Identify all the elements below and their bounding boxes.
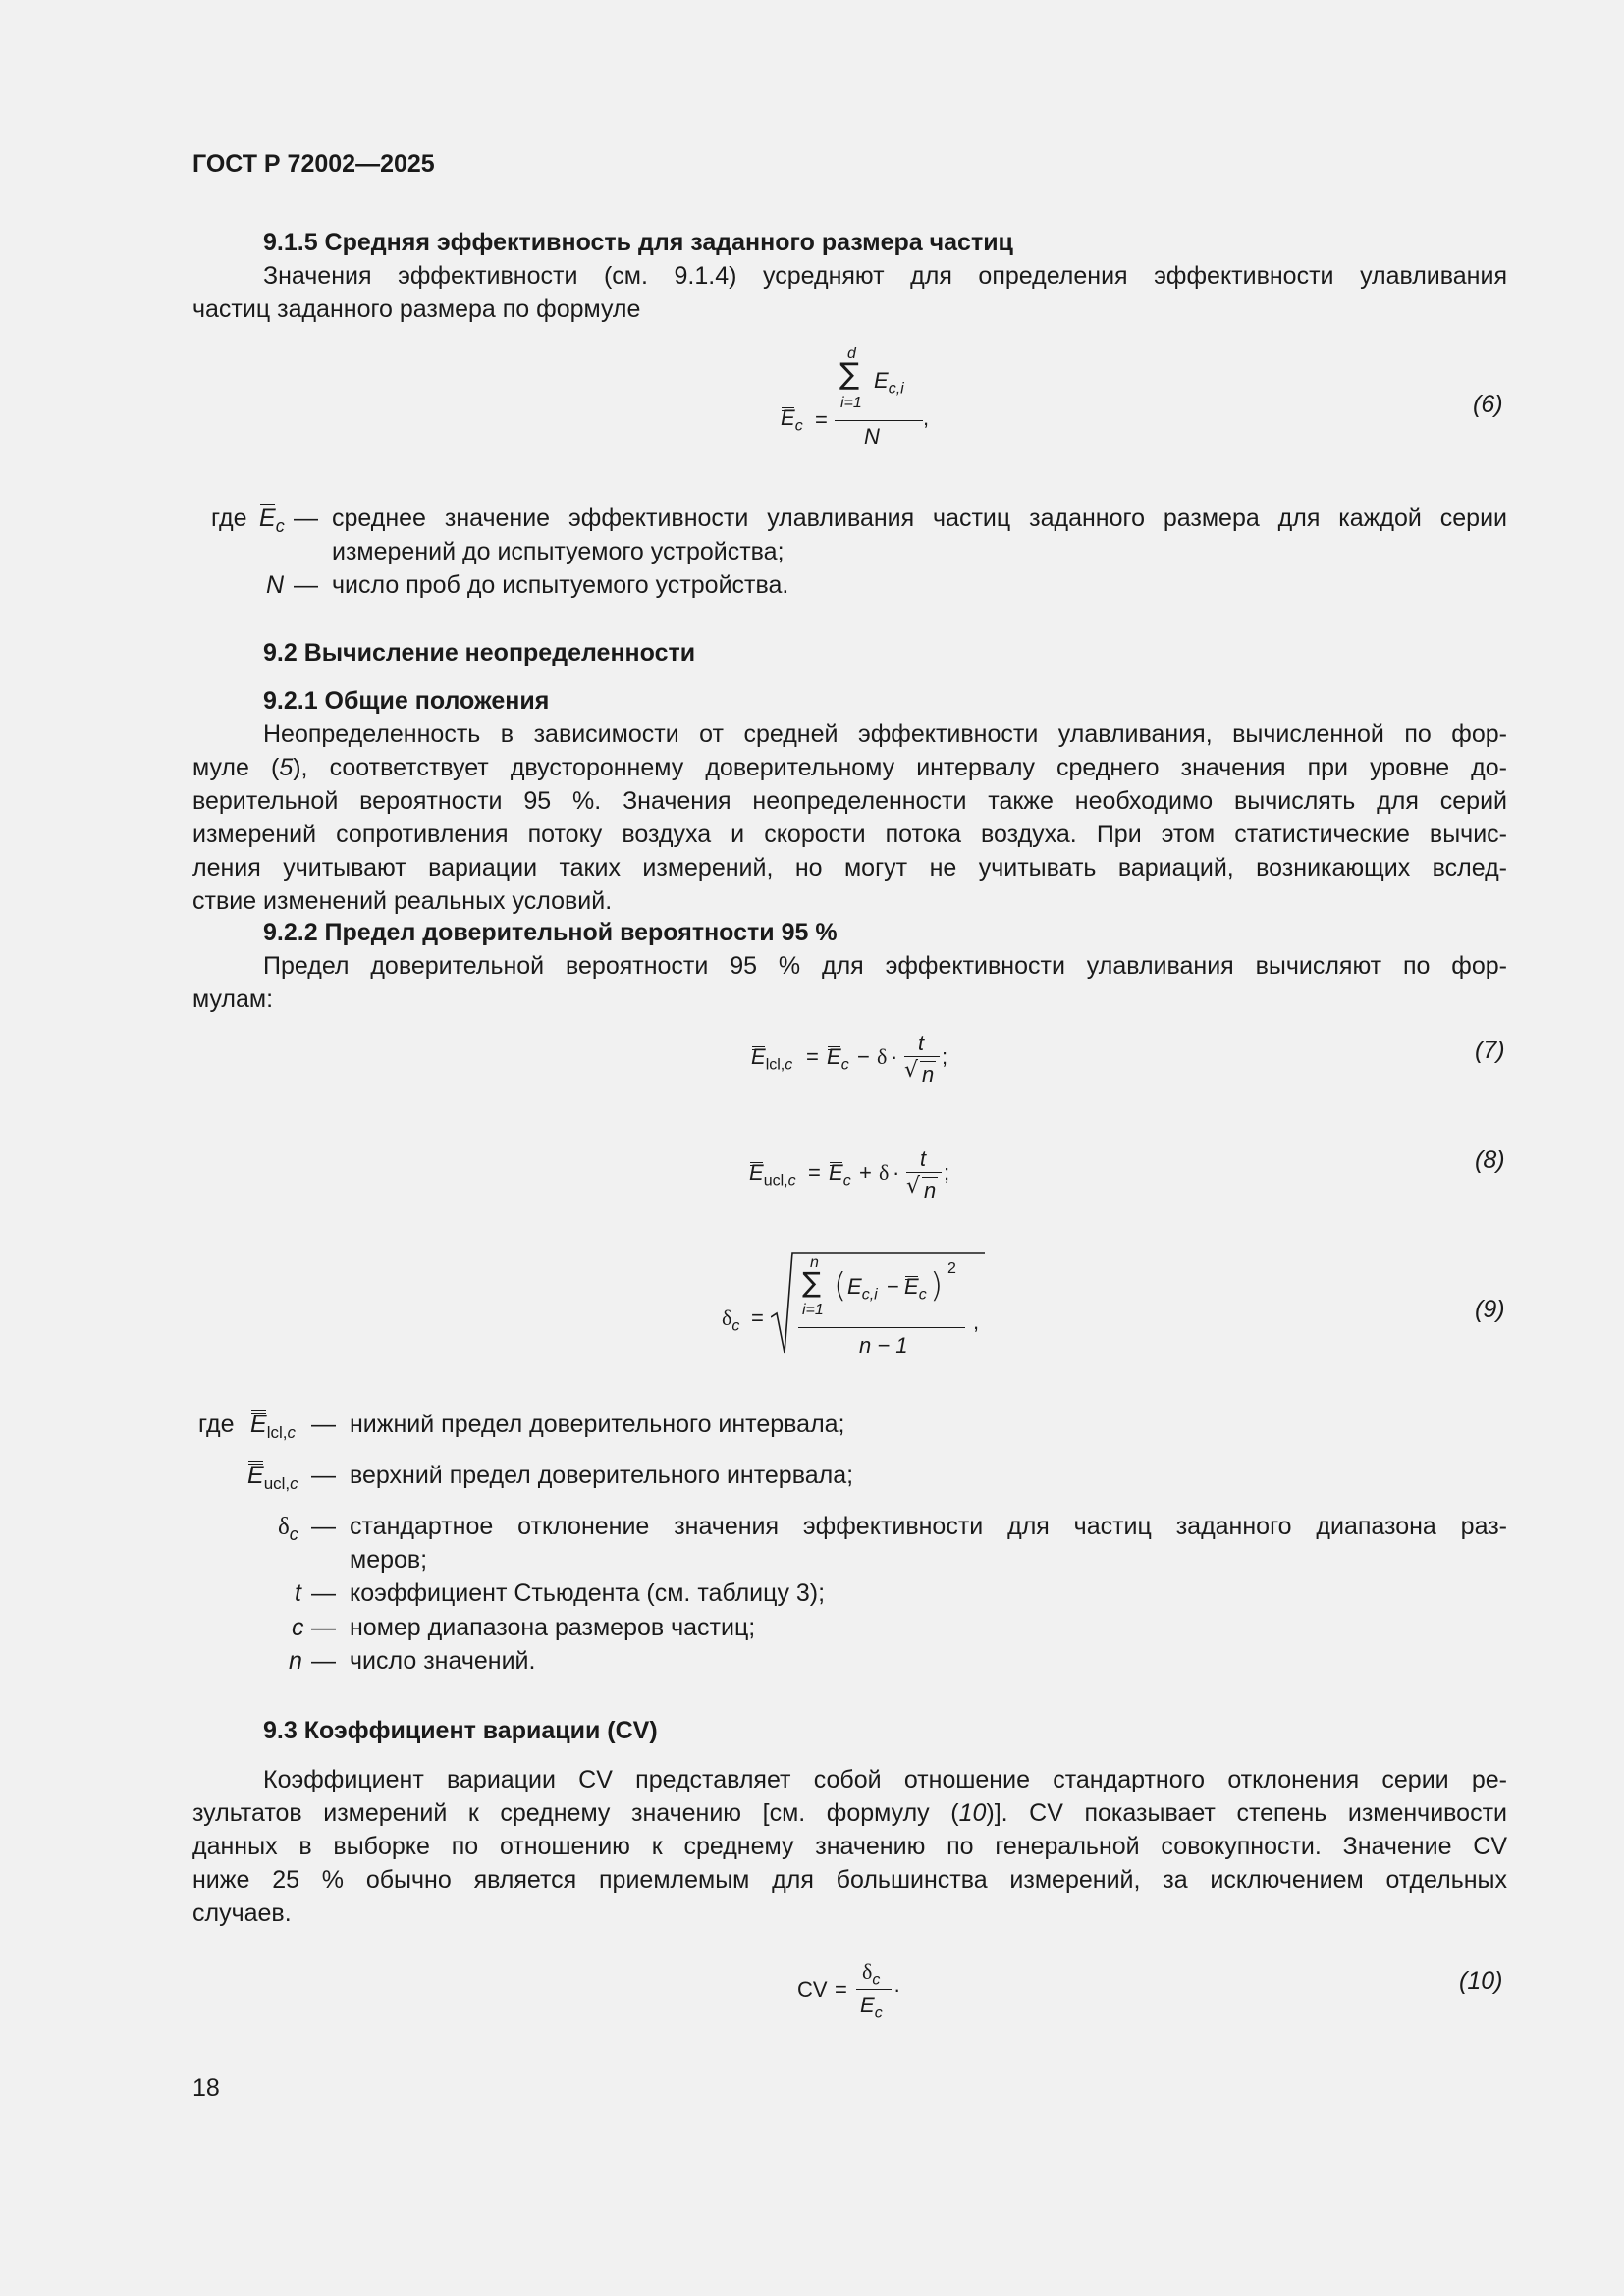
section-9-3-heading: 9.3 Коэффициент вариации (CV) bbox=[263, 1717, 658, 1744]
paragraph-line: ления учитывают вариации таких измерений, но могут не учитывать вариаций, возникающих вслед- bbox=[192, 854, 1507, 881]
fraction-line bbox=[904, 1056, 940, 1057]
fraction-line bbox=[835, 420, 923, 421]
fraction-line bbox=[856, 1989, 892, 1990]
definition: стандартное отклонение значения эффективности для частиц заданного диапазона раз- bbox=[350, 1513, 1507, 1540]
equation-number-8: (8) bbox=[1475, 1147, 1505, 1174]
paragraph-line: зультатов измерений к среднему значению [см. формулу (10)]. CV показывает степень изменчивости bbox=[192, 1799, 1507, 1827]
symbol-t: t bbox=[295, 1579, 301, 1607]
dash: — bbox=[294, 505, 318, 532]
dash: — bbox=[311, 1579, 336, 1607]
equation-number-10: (10) bbox=[1459, 1967, 1503, 1995]
dash: — bbox=[311, 1411, 336, 1438]
dash: — bbox=[294, 571, 318, 599]
symbol-Eucl: $E_{ucl,c}$ bbox=[247, 1459, 298, 1501]
definition: измерений до испытуемого устройства; bbox=[332, 538, 785, 565]
fraction-line bbox=[798, 1327, 965, 1328]
symbol-c: c bbox=[292, 1614, 304, 1641]
definition: число проб до испытуемого устройства. bbox=[332, 571, 789, 599]
symbol-n: n bbox=[289, 1647, 302, 1675]
dash: — bbox=[311, 1614, 336, 1641]
paragraph-line: измерений сопротивления потоку воздуха и скорости потока воздуха. При этом статистические вычис- bbox=[192, 821, 1507, 848]
paragraph-line: ниже 25 % обычно является приемлемым для большинства измерений, за исключением отдельных bbox=[192, 1866, 1507, 1894]
definition: среднее значение эффективности улавливания частиц заданного размера для каждой серии bbox=[332, 505, 1507, 532]
equation-number-7: (7) bbox=[1475, 1037, 1505, 1064]
paragraph-line: муле (5), соответствует двустороннему доверительному интервалу среднего значения при уровне до- bbox=[192, 754, 1507, 781]
dash: — bbox=[311, 1647, 336, 1675]
section-9-2-1-heading: 9.2.1 Общие положения bbox=[263, 687, 550, 715]
dash: — bbox=[311, 1462, 336, 1489]
dash: — bbox=[311, 1513, 336, 1540]
definition: коэффициент Стьюдента (см. таблицу 3); bbox=[350, 1579, 826, 1607]
paragraph-line: Коэффициент вариации CV представляет собой отношение стандартного отклонения серии ре- bbox=[263, 1766, 1507, 1793]
paragraph-line: случаев. bbox=[192, 1899, 292, 1927]
paragraph-line: Неопределенность в зависимости от средней эффективности улавливания, вычисленной по фор- bbox=[263, 721, 1507, 748]
paragraph-line: частиц заданного размера по формуле bbox=[192, 295, 641, 323]
equation-number-6: (6) bbox=[1473, 391, 1503, 418]
equation-8: $E_{ucl,c}$ = $E_c$ + δ · t √ n ; bbox=[749, 1147, 950, 1202]
equation-6: d ∑ i=1 $E_{c,i}$ $E_c$ = N , bbox=[781, 346, 930, 449]
paragraph-line: мулам: bbox=[192, 986, 274, 1013]
definition: номер диапазона размеров частиц; bbox=[350, 1614, 756, 1641]
equation-9: $\delta_c$ = n ∑ i=1 ( $E_{c,i}$ − $E_c$ ) 2 n − 1 , bbox=[722, 1247, 987, 1360]
definition: число значений. bbox=[350, 1647, 536, 1675]
paragraph-line: данных в выборке по отношению к среднему значению по генеральной совокупности. Значение CV bbox=[192, 1833, 1507, 1860]
section-9-1-5-heading: 9.1.5 Средняя эффективность для заданного размера частиц bbox=[263, 229, 1013, 256]
sigma-sign: ∑ bbox=[839, 357, 860, 392]
definition: меров; bbox=[350, 1546, 428, 1574]
symbol-N: N bbox=[266, 571, 285, 599]
equation-7: $E_{lcl,c}$ = $E_c$ − δ · t √ n ; bbox=[751, 1031, 948, 1087]
definition: верхний предел доверительного интервала; bbox=[350, 1462, 854, 1489]
definition: нижний предел доверительного интервала; bbox=[350, 1411, 845, 1438]
page-number: 18 bbox=[192, 2074, 220, 2102]
where-label: где bbox=[211, 505, 247, 532]
sigma-sign: ∑ bbox=[802, 1266, 821, 1299]
fraction-line bbox=[906, 1172, 942, 1173]
section-9-2-heading: 9.2 Вычисление неопределенности bbox=[263, 639, 696, 667]
paragraph-line: ствие изменений реальных условий. bbox=[192, 887, 613, 915]
paragraph-line: Значения эффективности (см. 9.1.4) усредняют для определения эффективности улавливания bbox=[263, 262, 1507, 290]
symbol-delta-c: $\delta_c$ bbox=[278, 1514, 298, 1544]
symbol-Elcl: $E_{lcl,c}$ bbox=[250, 1408, 296, 1450]
where-label: где bbox=[198, 1411, 235, 1438]
equation-number-9: (9) bbox=[1475, 1296, 1505, 1323]
paragraph-line: верительной вероятности 95 %. Значения неопределенности также необходимо вычислять для серий bbox=[192, 787, 1507, 815]
paragraph-line: Предел доверительной вероятности 95 % для эффективности улавливания вычисляют по фор- bbox=[263, 952, 1507, 980]
symbol-Ec: $E_c$ bbox=[259, 502, 285, 543]
section-9-2-2-heading: 9.2.2 Предел доверительной вероятности 95 % bbox=[263, 919, 838, 946]
equation-10: CV = $\delta_c$ $E_c$ · bbox=[797, 1959, 901, 2022]
document-code: ГОСТ Р 72002—2025 bbox=[192, 150, 435, 178]
